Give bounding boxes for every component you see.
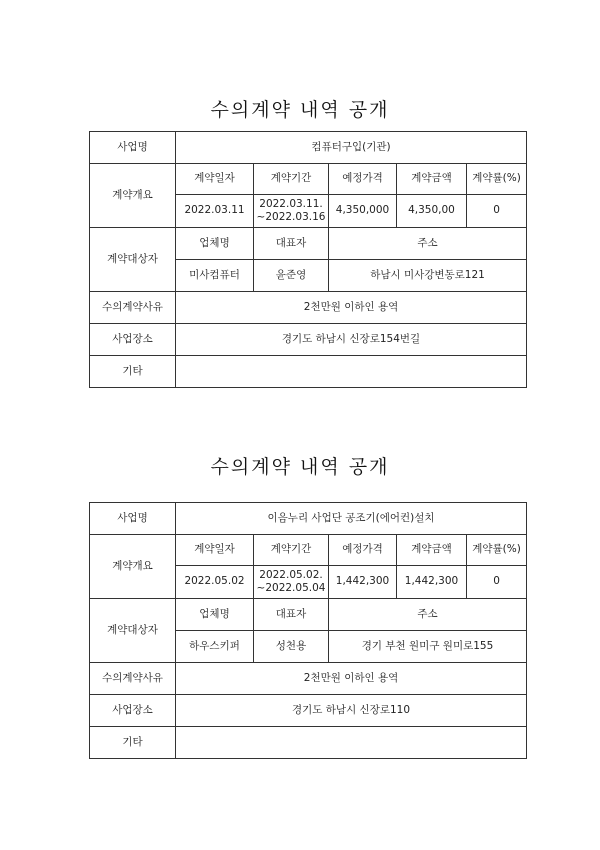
header-address: 주소 [329, 599, 527, 631]
contract-rate-value: 0 [467, 195, 527, 228]
contract-date-value: 2022.05.02 [176, 566, 254, 599]
contract-rate-value: 0 [467, 566, 527, 599]
document-title: 수의계약 내역 공개 [210, 456, 390, 478]
counterparty-label: 계약대상자 [90, 228, 176, 292]
address-value: 경기 부천 원미구 원미로155 [329, 631, 527, 663]
header-contract-rate: 계약률(%) [467, 535, 527, 566]
company-value: 하우스키퍼 [176, 631, 254, 663]
project-name-label: 사업명 [90, 503, 176, 535]
header-representative: 대표자 [254, 228, 329, 260]
etc-label: 기타 [90, 727, 176, 759]
estimated-price-value: 4,350,000 [329, 195, 397, 228]
header-estimated-price: 예정가격 [329, 535, 397, 566]
project-name-label: 사업명 [90, 132, 176, 164]
representative-value: 성천용 [254, 631, 329, 663]
location-value: 경기도 하남시 신장로154번길 [176, 324, 527, 356]
location-value: 경기도 하남시 신장로110 [176, 695, 527, 727]
location-label: 사업장소 [90, 324, 176, 356]
period-start: 2022.05.02. [259, 568, 323, 581]
address-value: 하남시 미사강변동로121 [329, 260, 527, 292]
reason-label: 수의계약사유 [90, 663, 176, 695]
header-contract-amount: 계약금액 [397, 535, 467, 566]
location-label: 사업장소 [90, 695, 176, 727]
project-name-value: 컴퓨터구입(기관) [176, 132, 527, 164]
contract-period-value [254, 195, 329, 228]
header-contract-date: 계약일자 [176, 164, 254, 195]
etc-value [176, 356, 527, 388]
document-title: 수의계약 내역 공개 [210, 99, 390, 121]
header-contract-rate: 계약률(%) [467, 164, 527, 195]
period-start: 2022.03.11. [259, 197, 323, 210]
etc-label: 기타 [90, 356, 176, 388]
estimated-price-value: 1,442,300 [329, 566, 397, 599]
counterparty-label: 계약대상자 [90, 599, 176, 663]
company-value: 미사컴퓨터 [176, 260, 254, 292]
project-name-value: 이음누리 사업단 공조기(에어컨)설치 [176, 503, 527, 535]
period-end: ~2022.05.04 [256, 582, 326, 594]
reason-value: 2천만원 이하인 용역 [176, 292, 527, 324]
overview-label: 계약개요 [90, 535, 176, 599]
header-contract-amount: 계약금액 [397, 164, 467, 195]
overview-label: 계약개요 [90, 164, 176, 228]
contract-amount-value: 4,350,00 [397, 195, 467, 228]
contract-amount-value: 1,442,300 [397, 566, 467, 599]
contract-date-value: 2022.03.11 [176, 195, 254, 228]
header-representative: 대표자 [254, 599, 329, 631]
header-estimated-price: 예정가격 [329, 164, 397, 195]
header-company: 업체명 [176, 599, 254, 631]
etc-value [176, 727, 527, 759]
representative-value: 윤준영 [254, 260, 329, 292]
contract-period-value [254, 566, 329, 599]
period-end: ~2022.03.16 [256, 211, 326, 223]
header-contract-date: 계약일자 [176, 535, 254, 566]
header-contract-period: 계약기간 [254, 164, 329, 195]
contract-record-table [89, 131, 527, 388]
header-address: 주소 [329, 228, 527, 260]
header-company: 업체명 [176, 228, 254, 260]
header-contract-period: 계약기간 [254, 535, 329, 566]
reason-label: 수의계약사유 [90, 292, 176, 324]
reason-value: 2천만원 이하인 용역 [176, 663, 527, 695]
contract-record-table [89, 502, 527, 759]
